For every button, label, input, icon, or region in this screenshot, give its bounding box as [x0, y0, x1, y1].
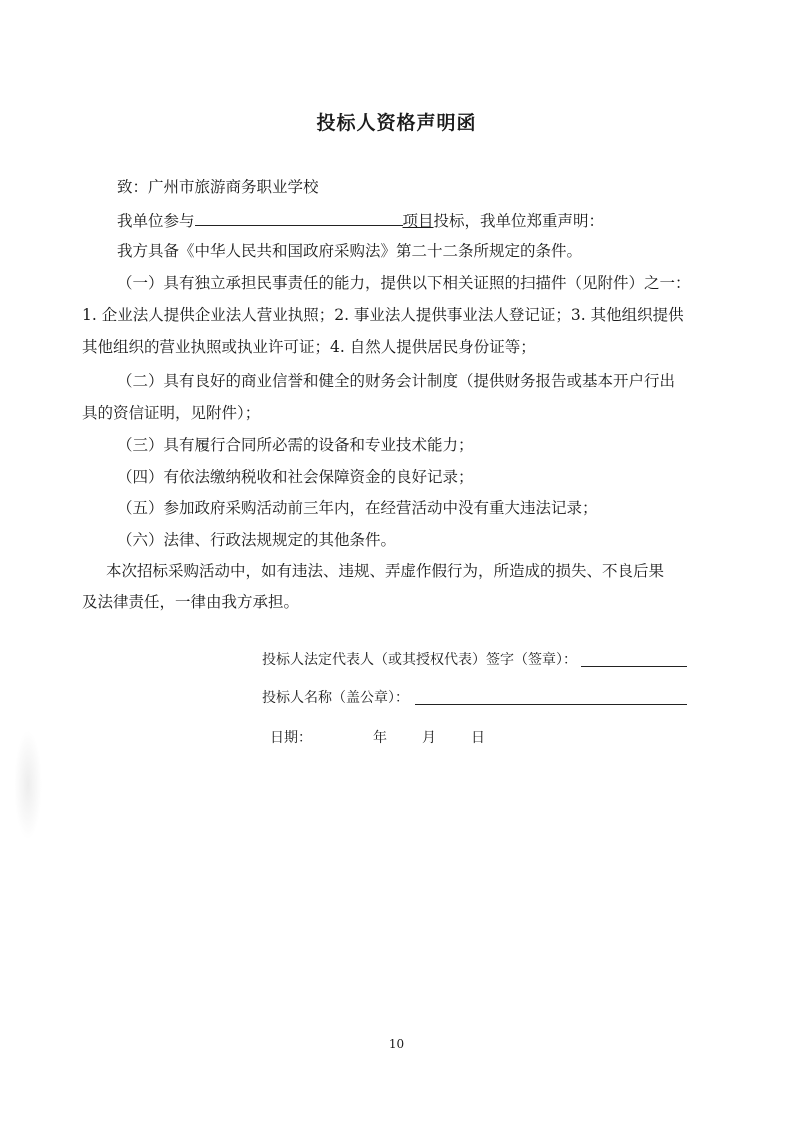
declaration-line	[117, 210, 604, 231]
statement-line: 我方具备《中华人民共和国政府采购法》第二十二条所规定的条件。	[117, 242, 583, 260]
item1-line1: （一）具有独立承担民事责任的能力，提供以下相关证照的扫描件（见附件）之一：	[117, 274, 691, 292]
project-name-blank	[195, 210, 403, 226]
year-label: 年	[373, 730, 387, 746]
declaration-suffix: 投标，我单位郑重声明：	[433, 212, 605, 230]
declaration-prefix: 我单位参与	[117, 212, 195, 230]
bidder-name-blank-line	[415, 704, 687, 705]
month-label: 月	[422, 730, 436, 746]
signature-blank-line	[581, 666, 687, 667]
page-number: 10	[388, 1037, 405, 1051]
item1-line3: 其他组织的营业执照或执业许可证；4. 自然人提供居民身份证等；	[82, 338, 536, 356]
item6-line: （六）法律、行政法规规定的其他条件。	[117, 531, 397, 549]
document-title: 投标人资格声明函	[316, 112, 477, 134]
signature-label: 投标人法定代表人（或其授权代表）签字（签章）：	[262, 652, 577, 668]
day-label: 日	[471, 730, 485, 746]
declaration-project-word: 项目	[402, 212, 434, 230]
bidder-name-label: 投标人名称（盖公章）：	[262, 690, 409, 706]
item2-line1: （二）具有良好的商业信誉和健全的财务会计制度（提供财务报告或基本开户行出	[117, 372, 676, 390]
item1-line2: 1. 企业法人提供企业法人营业执照；2. 事业法人提供事业法人登记证；3. 其他组织提供	[82, 306, 684, 324]
closing-line1: 本次招标采购活动中，如有违法、违规、弄虚作假行为，所造成的损失、不良后果	[106, 562, 665, 580]
item3-line: （三）具有履行合同所必需的设备和专业技术能力；	[117, 436, 474, 454]
addressee-line: 致：广州市旅游商务职业学校	[117, 178, 319, 196]
closing-line2: 及法律责任，一律由我方承担。	[82, 593, 300, 611]
item4-line: （四）有依法缴纳税收和社会保障资金的良好记录；	[117, 468, 474, 486]
scan-edge-mark	[14, 730, 42, 840]
item5-line: （五）参加政府采购活动前三年内，在经营活动中没有重大违法记录；	[117, 499, 598, 517]
date-label: 日期：	[270, 730, 312, 746]
item2-line2: 具的资信证明，见附件）；	[82, 404, 261, 422]
